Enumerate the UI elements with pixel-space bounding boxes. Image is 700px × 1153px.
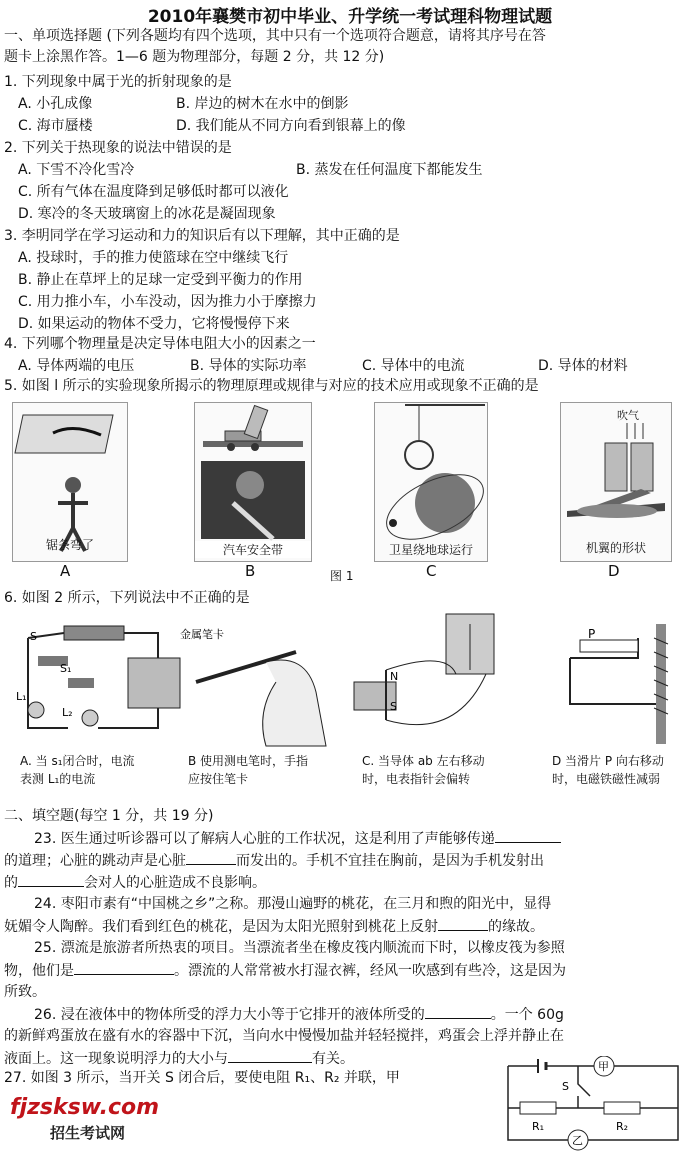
satellite-orbit-illustration <box>375 403 487 561</box>
fig2-p-label: P <box>588 627 596 641</box>
figure1-panel-a <box>12 402 128 562</box>
q25-blank-1 <box>74 960 174 975</box>
q26-line3 <box>4 1048 354 1069</box>
q6-stem: 6. 如图 2 所示，下列说法中不正确的是 <box>4 590 250 606</box>
q1-option-a: A. 小孔成像 <box>18 96 93 112</box>
q24-text-2b: 的缘故。 <box>488 919 544 935</box>
fig2-a-s-label: S <box>30 630 37 643</box>
figure1-caption-d: 机翼的形状 <box>585 541 646 555</box>
fig2-caption-a-1: A. 当 s₁闭合时，电流 <box>20 754 135 768</box>
q2-option-b: B. 蒸发在任何温度下都能发生 <box>296 162 483 178</box>
q23-blank-1 <box>495 828 561 843</box>
q23-text-2a: 的道理；心脏的跳动声是心脏 <box>4 853 186 869</box>
q24-line1: 24. 枣阳市素有“中国桃之乡”之称。那漫山遍野的桃花，在三月和煦的阳光中，显得 <box>34 896 552 912</box>
q23-line1 <box>34 828 561 849</box>
q4-option-d: D. 导体的材料 <box>538 358 628 374</box>
figure1-letter-b: B <box>245 562 256 580</box>
q27-line1: 27. 如图 3 所示，当开关 S 闭合后，要使电阻 R₁、R₂ 并联，甲 <box>4 1070 400 1086</box>
q3-stem: 3. 李明同学在学习运动和力的知识后有以下理解，其中正确的是 <box>4 228 400 244</box>
figure1-label: 图 1 <box>330 569 354 583</box>
q4-stem: 4. 下列哪个物理量是决定导体电阻大小的因素之一 <box>4 336 316 352</box>
figure2-electromagnetic <box>346 610 526 748</box>
q23-line3 <box>4 872 266 893</box>
figure2-circuit-a <box>8 618 188 748</box>
q25-line3: 所致。 <box>4 984 46 1000</box>
q5-stem: 5. 如图 l 所示的实验现象所揭示的物理原理或规律与对应的技术应用或现象不正确的是 <box>4 378 539 394</box>
fig3-r2-label: R₂ <box>616 1120 629 1133</box>
site-logo <box>10 1095 159 1143</box>
figure1-panel-b <box>194 402 312 562</box>
figure1-letter-a: A <box>60 562 71 580</box>
q26-text-3b: 有关。 <box>312 1051 354 1067</box>
figure1-panel-c <box>374 402 488 562</box>
fig2-pen-label: 金属笔卡 <box>180 628 224 641</box>
site-logo-main: fjzsksw.com <box>10 1095 160 1120</box>
q26-line1 <box>34 1004 564 1025</box>
figure1-caption-b: 汽车安全带 <box>195 541 311 558</box>
q2-option-a: A. 下雪不冷化雪冷 <box>18 162 135 178</box>
figure1-letter-c: C <box>426 562 437 580</box>
q25-line1: 25. 漂流是旅游者所热衷的项目。当漂流者坐在橡皮筏内顺流而下时，以橡皮筏为参照 <box>34 940 565 956</box>
q2-stem: 2. 下列关于热现象的说法中错误的是 <box>4 140 232 156</box>
fig2-caption-c-2: 时，电表指针会偏转 <box>362 772 471 786</box>
section1-instructions: 一、单项选择题 (下列各题均有四个选项，其中只有一个选项符合题意，请将其序号在答 <box>4 28 546 44</box>
figure1-panel-d <box>560 402 672 562</box>
section2-heading: 二、填空题(每空 1 分，共 19 分) <box>4 808 214 824</box>
q1-option-b: B. 岸边的树木在水中的倒影 <box>176 96 349 112</box>
q26-blank-1 <box>425 1004 491 1019</box>
airplane-wing-illustration <box>561 403 671 561</box>
figure1-letter-d: D <box>608 562 620 580</box>
q23-text-3a: 的 <box>4 875 18 891</box>
q3-option-a: A. 投球时，手的推力使篮球在空中继续飞行 <box>18 250 289 266</box>
q3-option-c: C. 用力推小车，小车没动，因为推力小于摩擦力 <box>18 294 317 310</box>
q26-line2: 的新鲜鸡蛋放在盛有水的容器中下沉，当向水中慢慢加盐并轻轻搅拌，鸡蛋会上浮并静止在 <box>4 1028 564 1044</box>
q23-text-3b: 会对人的心脏造成不良影响。 <box>84 875 266 891</box>
fig2-south-label: S <box>390 700 397 713</box>
fig3-jia-label: 甲 <box>598 1060 609 1073</box>
q23-text-2b: 而发出的。手机不宜挂在胸前，是因为手机发射出 <box>236 853 544 869</box>
q24-line2 <box>4 916 544 937</box>
fig2-a-s1-label: S₁ <box>60 662 72 675</box>
q2-option-c: C. 所有气体在温度降到足够低时都可以液化 <box>18 184 289 200</box>
figure1-blow-label: 吹气 <box>617 409 639 422</box>
fig3-yi-label: 乙 <box>572 1134 583 1147</box>
q26-text-1a: 26. 浸在液体中的物体所受的浮力大小等于它排开的液体所受的 <box>34 1007 425 1023</box>
figure1-caption-c: 卫星绕地球运行 <box>388 543 473 557</box>
fig2-n-label: N <box>390 670 399 683</box>
q3-option-d: D. 如果运动的物体不受力，它将慢慢停下来 <box>18 316 290 332</box>
q23-line2 <box>4 850 544 871</box>
fig2-caption-d-1: D 当滑片 P 向右移动 <box>552 754 664 768</box>
fig2-a-l1-label: L₁ <box>16 690 27 703</box>
fig2-caption-b-1: B 使用测电笔时，手指 <box>188 754 309 768</box>
fig2-caption-a-2: 表测 L₁的电流 <box>20 772 96 786</box>
fig3-s-label: S <box>562 1080 569 1093</box>
fig2-caption-b-2: 应按住笔卡 <box>188 772 249 786</box>
section1-instructions-cont: 题卡上涂黑作答。1—6 题为物理部分，每题 2 分，共 12 分) <box>4 49 385 65</box>
q1-option-c: C. 海市蜃楼 <box>18 118 93 134</box>
site-logo-sub: 招生考试网 <box>50 1124 126 1142</box>
q26-blank-2 <box>228 1048 312 1063</box>
fig2-caption-d-2: 时，电磁铁磁性减弱 <box>552 772 661 786</box>
q23-blank-2 <box>186 850 236 865</box>
figure3-circuit <box>498 1056 694 1152</box>
figure1-caption-a: 锯条弯了 <box>45 538 94 552</box>
fig2-a-l2-label: L₂ <box>62 706 73 719</box>
q25-text-2a: 物，他们是 <box>4 963 74 979</box>
q3-option-b: B. 静止在草坪上的足球一定受到平衡力的作用 <box>18 272 303 288</box>
q4-option-c: C. 导体中的电流 <box>362 358 465 374</box>
q26-text-1b: 。一个 60g <box>490 1007 564 1023</box>
q23-text-1: 23. 医生通过听诊器可以了解病人心脏的工作状况，这是利用了声能够传递 <box>34 831 495 847</box>
q4-option-a: A. 导体两端的电压 <box>18 358 135 374</box>
q26-text-3a: 液面上。这一现象说明浮力的大小与 <box>4 1051 228 1067</box>
fig2-caption-c-1: C. 当导体 ab 左右移动 <box>362 754 485 768</box>
q4-option-b: B. 导体的实际功率 <box>190 358 307 374</box>
page-title: 2010年襄樊市初中毕业、升学统一考试理科物理试题 <box>147 7 553 27</box>
figure2-electromagnet <box>560 618 690 748</box>
figure2-test-pen <box>176 622 336 748</box>
seatbelt-illustration <box>195 403 311 561</box>
q24-text-2a: 妩媚令人陶醉。我们看到红色的桃花，是因为太阳光照射到桃花上反射 <box>4 919 438 935</box>
q1-option-d: D. 我们能从不同方向看到银幕上的像 <box>176 118 406 134</box>
q1-stem: 1. 下列现象中属于光的折射现象的是 <box>4 74 232 90</box>
q2-option-d: D. 寒冷的冬天玻璃窗上的冰花是凝固现象 <box>18 206 276 222</box>
q25-line2 <box>4 960 566 981</box>
q23-blank-3 <box>18 872 84 887</box>
fig3-r1-label: R₁ <box>532 1120 545 1133</box>
q25-text-2b: 。漂流的人常常被水打湿衣裤，经风一吹感到有些冷，这是因为 <box>174 963 566 979</box>
q24-blank-1 <box>438 916 488 931</box>
